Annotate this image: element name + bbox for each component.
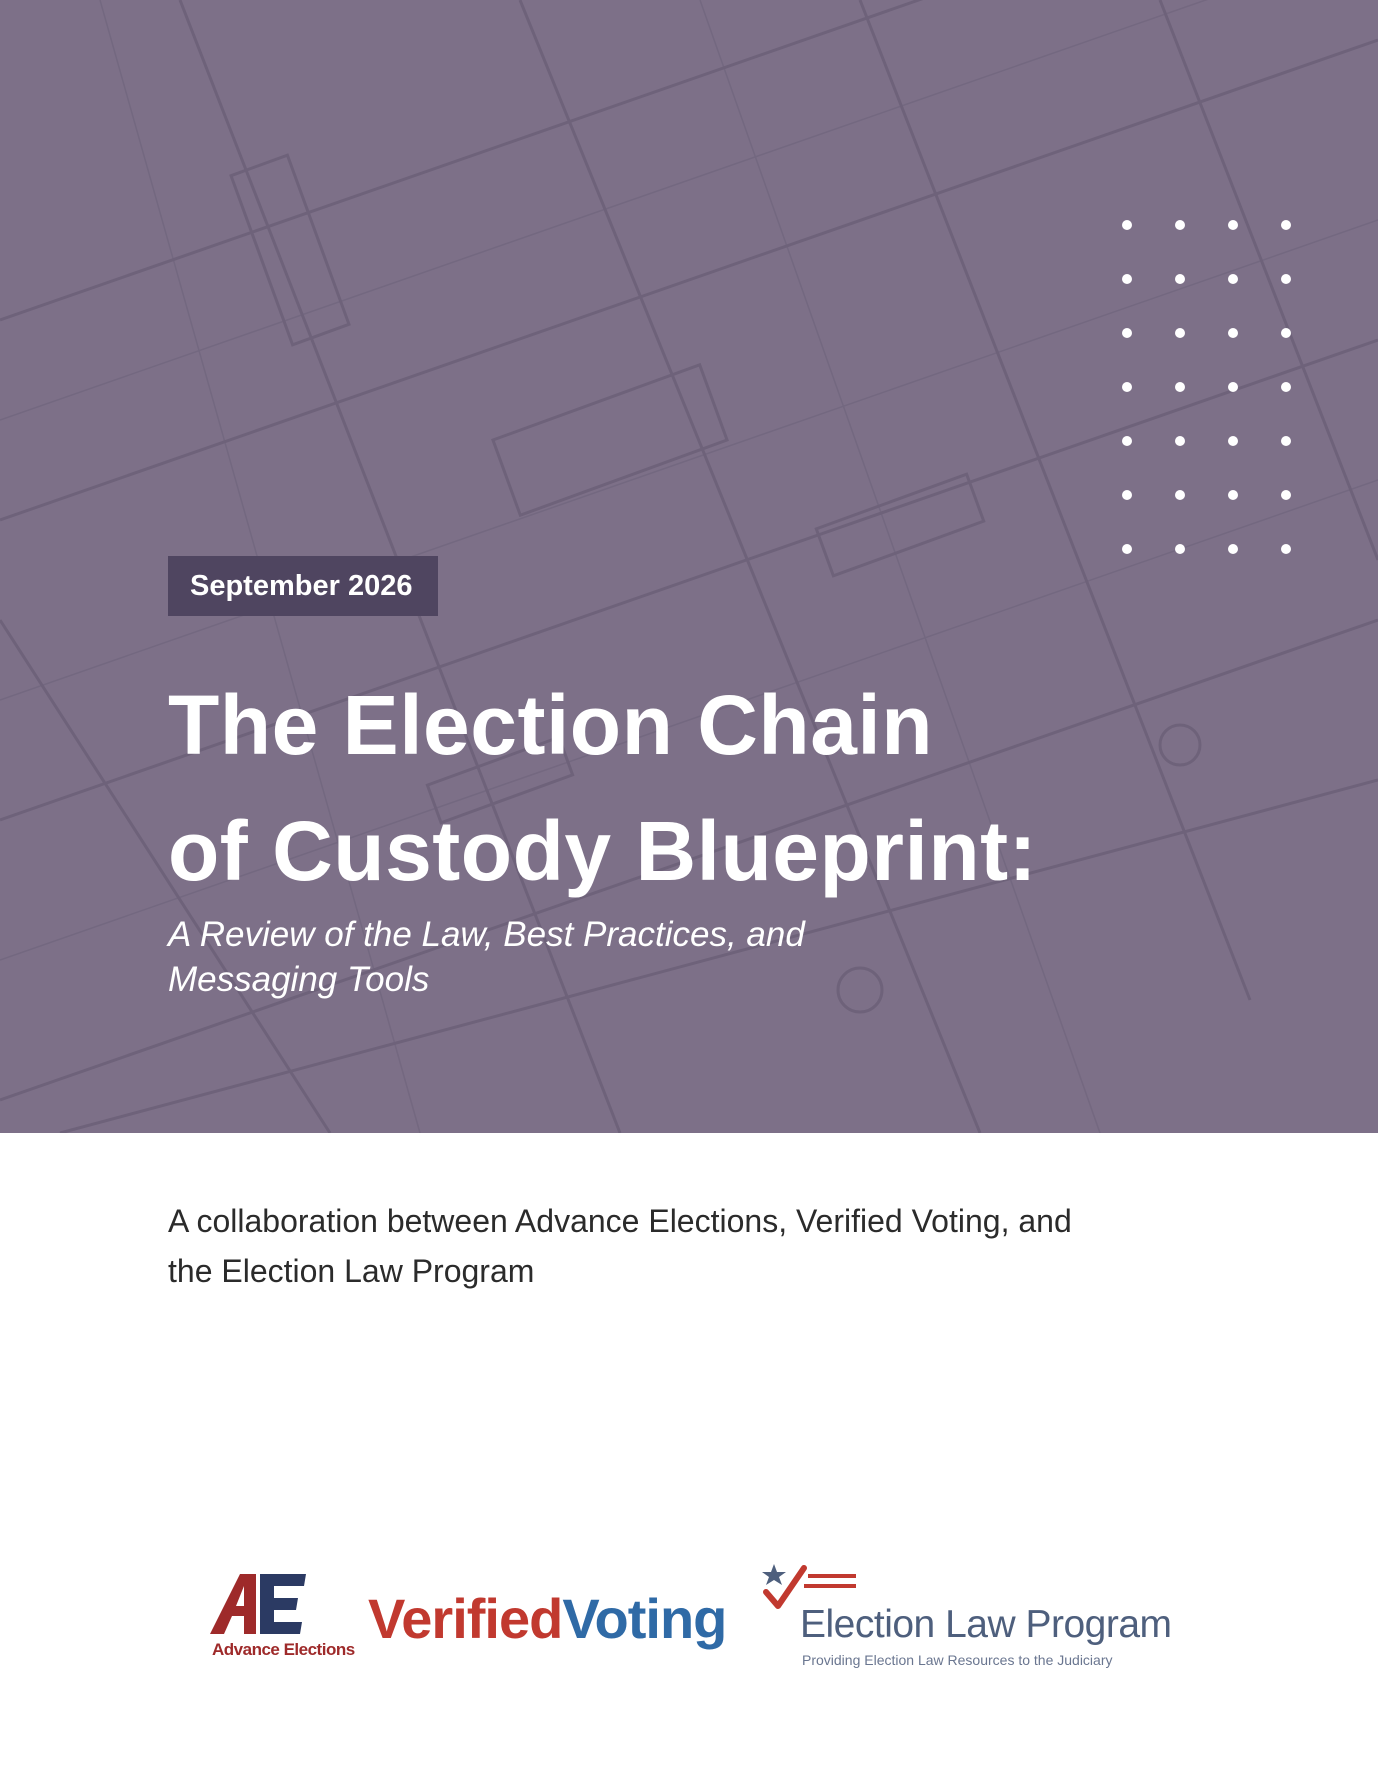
date-badge: September 2026 (168, 556, 438, 616)
collaboration-line-1: A collaboration between Advance Elections, Verified Voting, and (168, 1203, 1072, 1239)
decorative-dot-grid (1122, 220, 1302, 560)
subtitle-line-1: A Review of the Law, Best Practices, and (168, 915, 805, 954)
advance-elections-logo (210, 1570, 360, 1666)
verified-word: Verified (368, 1587, 563, 1650)
advance-elections-name: Advance Elections (212, 1640, 355, 1659)
election-law-program-name: Election Law Program (800, 1603, 1172, 1646)
document-subtitle (168, 912, 1068, 1002)
ae-mark-icon (210, 1570, 320, 1640)
partner-logos (0, 1540, 1378, 1680)
verified-voting-logo (368, 1584, 726, 1654)
collaboration-line-2: the Election Law Program (168, 1253, 535, 1289)
election-law-program-logo (760, 1562, 1180, 1672)
collaboration-statement (168, 1196, 1228, 1296)
subtitle-line-2: Messaging Tools (168, 960, 430, 999)
voting-word: Voting (562, 1587, 727, 1650)
title-line-1: The Election Chain (168, 678, 934, 772)
title-line-2: of Custody Blueprint: (168, 804, 1038, 898)
document-title (168, 662, 1318, 914)
election-law-program-tagline: Providing Election Law Resources to the Judiciary (802, 1652, 1113, 1668)
